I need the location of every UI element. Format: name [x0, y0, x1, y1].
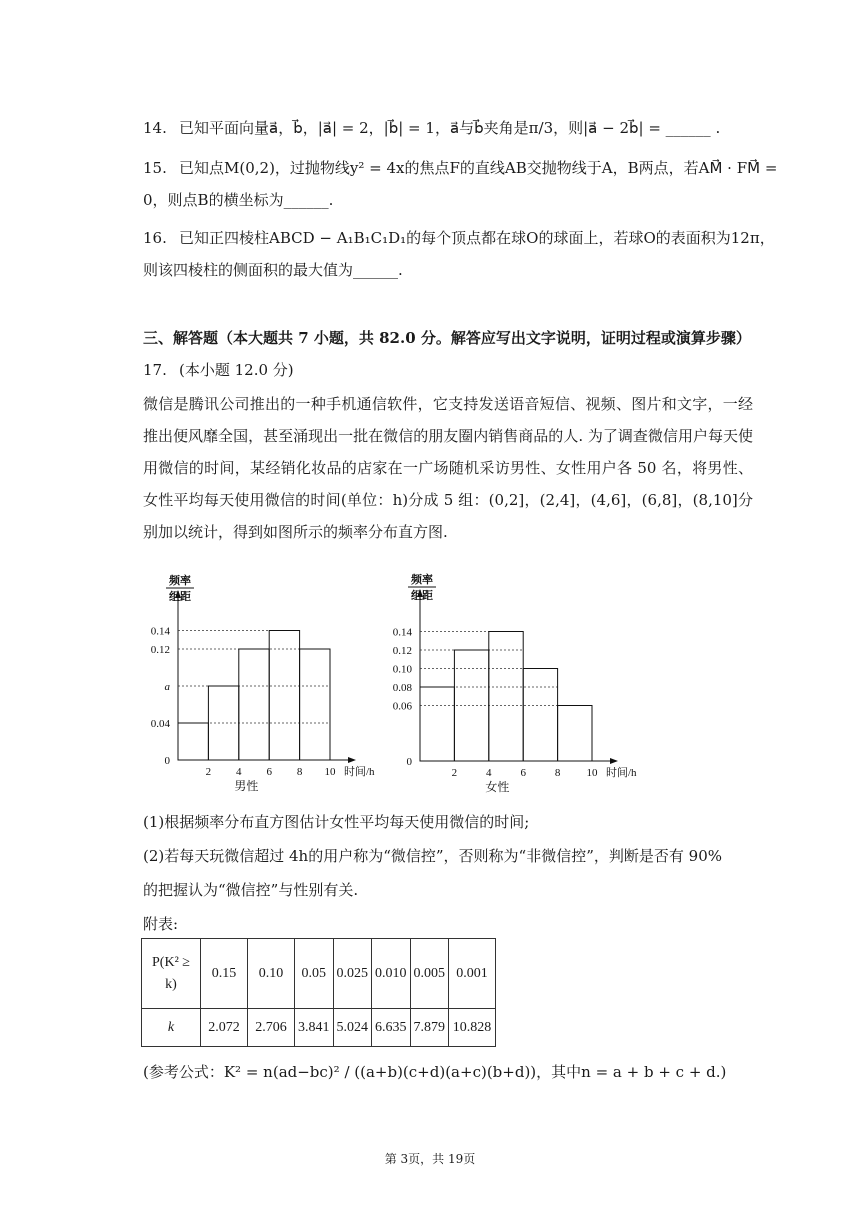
table-cell: 0.15 [201, 939, 248, 1009]
x-axis-label: 时间/h [344, 766, 375, 778]
question-number: 15. [143, 159, 167, 177]
histogram-bar [558, 706, 592, 762]
histogram-bar [489, 632, 523, 762]
x-tick-label: 4 [486, 767, 492, 779]
y-tick-label: 0.14 [150, 625, 170, 638]
x-tick-label: 10 [324, 766, 336, 778]
y-tick-label: 0.06 [392, 700, 412, 713]
y-axis-label-top: 频率 [411, 574, 433, 586]
histogram-bar [269, 631, 299, 761]
question-14 [143, 118, 720, 138]
table-cell: 5.024 [333, 1009, 372, 1047]
sub-question-2-line-1: (2)若每天玩微信超过 4h的用户称为“微信控”，否则称为“非微信控”，判断是否有 90% [143, 847, 723, 865]
sub-question-2-line-2: 的把握认为“微信控”与性别有关. [143, 881, 359, 899]
x-axis-label: 时间/h [606, 767, 637, 779]
table-cell: 0.010 [372, 939, 411, 1009]
question-17-paragraph: 微信是腾讯公司推出的一种手机通信软件，它支持发送语音短信、视频、图片和文字，一经推出便风靡全国，甚至涌现出一批在微信的朋友圈内销售商品的人. 为了调查微信用户每天使用微信的时间，某经销化妆品的店家在一广场随机采访男性、女性用户各 50 名，将男性、女性平均每天使用微信的时间(单位：h)分成 5 组：(0,2]，(2,4]，(4,6]，(6,8]，(8,10]分别加以统计，得到如图所示的频率分布直方图. [143, 395, 753, 541]
question-15-line-1 [143, 158, 777, 178]
sub-question-1: (1)根据频率分布直方图估计女性平均每天使用微信的时间; [143, 813, 530, 831]
histogram-bar [178, 723, 208, 760]
question-text: 已知正四棱柱ABCD − A₁B₁C₁D₁的每个顶点都在球O的球面上，若球O的表面积为12π， [179, 229, 775, 247]
y-tick-label: 0.04 [150, 718, 170, 730]
histogram-bar [454, 650, 488, 761]
table-cell: 0.001 [449, 939, 496, 1009]
histogram-female [380, 563, 637, 798]
y-axis-label-top: 频率 [169, 575, 191, 587]
table-cell: 10.828 [449, 1009, 496, 1047]
page-footer: 第 3页，共 19页 [384, 1152, 476, 1166]
histogram-bar [239, 649, 269, 760]
table-cell: 0.05 [295, 939, 334, 1009]
question-17-header [143, 360, 294, 380]
chart-caption: 男性 [234, 779, 259, 793]
appendix-label: 附表: [143, 915, 179, 933]
table-cell: 7.879 [410, 1009, 449, 1047]
y-tick-label: 0.08 [392, 682, 412, 694]
question-15-line-2: 0，则点B的横坐标为______. [143, 191, 334, 209]
y-axis-label-bottom: 组距 [411, 590, 433, 602]
reference-table-wrap [141, 938, 496, 1047]
table-cell: 6.635 [372, 1009, 411, 1047]
x-axis-arrow [348, 757, 356, 763]
question-16-line-2: 则该四棱柱的侧面积的最大值为______. [143, 261, 403, 279]
question-number: 14. [143, 119, 167, 137]
x-tick-label: 10 [586, 767, 598, 779]
question-number: 17. [143, 361, 167, 379]
table-cell: 3.841 [295, 1009, 334, 1047]
histogram-male [140, 572, 375, 802]
x-tick-label: 8 [296, 766, 303, 778]
histogram-female-svg [380, 563, 637, 798]
x-tick-label: 6 [520, 767, 526, 779]
x-tick-label: 4 [236, 766, 242, 778]
table-cell: 2.072 [201, 1009, 248, 1047]
x-tick-label: 8 [554, 767, 561, 779]
table-cell: 2.706 [248, 1009, 295, 1047]
question-number: 16. [143, 229, 167, 247]
x-tick-label: 6 [266, 766, 272, 778]
table-cell: 0.10 [248, 939, 295, 1009]
table-header-cell: k [142, 1009, 201, 1047]
table-header-cell: P(K² ≥ k) [142, 939, 201, 1009]
table-row [142, 1009, 496, 1047]
table-cell: 0.005 [410, 939, 449, 1009]
question-score: (本小题 12.0 分) [179, 361, 294, 379]
question-text: 已知平面向量a⃗，b⃗，|a⃗| = 2，|b⃗| = 1，a⃗与b⃗夹角是π/3，则|a⃗ − 2b⃗| = ______ . [179, 119, 721, 137]
section-title: 三、解答题（本大题共 7 小题，共 82.0 分。解答应写出文字说明，证明过程或演算步骤） [143, 329, 751, 347]
chart-caption: 女性 [485, 780, 510, 794]
y-tick-label: a [164, 681, 170, 693]
x-tick-label: 2 [451, 767, 458, 779]
x-tick-label: 2 [205, 766, 212, 778]
y-tick-label: 0.12 [150, 644, 170, 656]
y-tick-label: 0.10 [392, 663, 412, 676]
histogram-male-svg [140, 572, 375, 802]
question-text: 已知点M(0,2)，过抛物线y² = 4x的焦点F的直线AB交抛物线于A，B两点，若AM⃗ · FM⃗ = [179, 159, 778, 177]
y-tick-label: 0.14 [392, 626, 412, 639]
reference-formula: (参考公式：K² = n(ad−bc)² / ((a+b)(c+d)(a+c)(b+d))，其中n = a + b + c + d.) [143, 1063, 727, 1081]
histogram-bar [420, 687, 454, 761]
histogram-bar [300, 649, 330, 760]
y-tick-label: 0.12 [392, 645, 412, 657]
origin-label: 0 [406, 756, 412, 768]
table-cell: 0.025 [333, 939, 372, 1009]
y-axis-label-bottom: 组距 [169, 591, 191, 603]
table-row [142, 939, 496, 1009]
origin-label: 0 [164, 755, 170, 767]
question-16-line-1 [143, 228, 775, 248]
histogram-bar [523, 669, 557, 762]
x-axis-arrow [610, 758, 618, 764]
reference-table [141, 938, 496, 1047]
